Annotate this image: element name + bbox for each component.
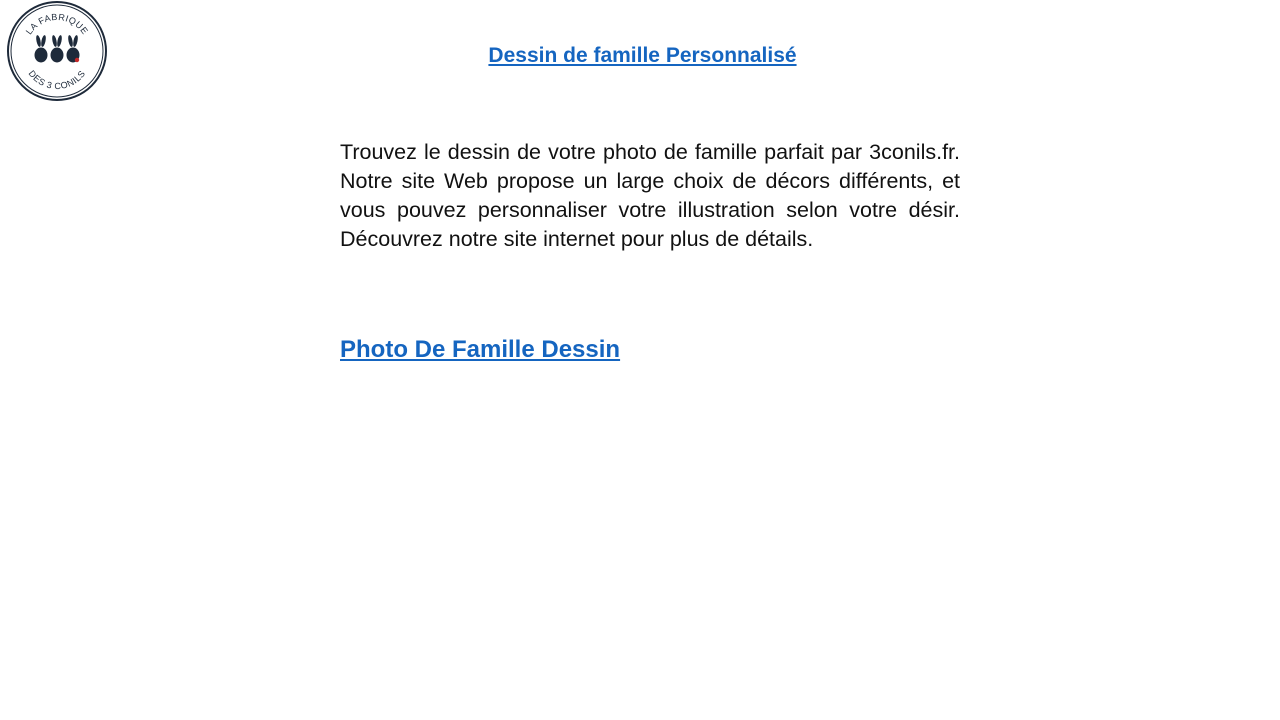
page-title-link[interactable]: Dessin de famille Personnalisé: [488, 44, 797, 67]
logo-text-top: LA FABRIQUE: [23, 11, 91, 37]
logo-text-bottom: DES 3 CONILS: [26, 68, 88, 92]
intro-paragraph: Trouvez le dessin de votre photo de famille parfait par 3conils.fr. Notre site Web propose un large choix de décors différents, et vous pouvez personnaliser votre illustration selon votre désir. Découvrez notre site internet pour plus de détails.: [340, 140, 960, 251]
photo-famille-dessin-link[interactable]: Photo De Famille Dessin: [340, 336, 621, 363]
